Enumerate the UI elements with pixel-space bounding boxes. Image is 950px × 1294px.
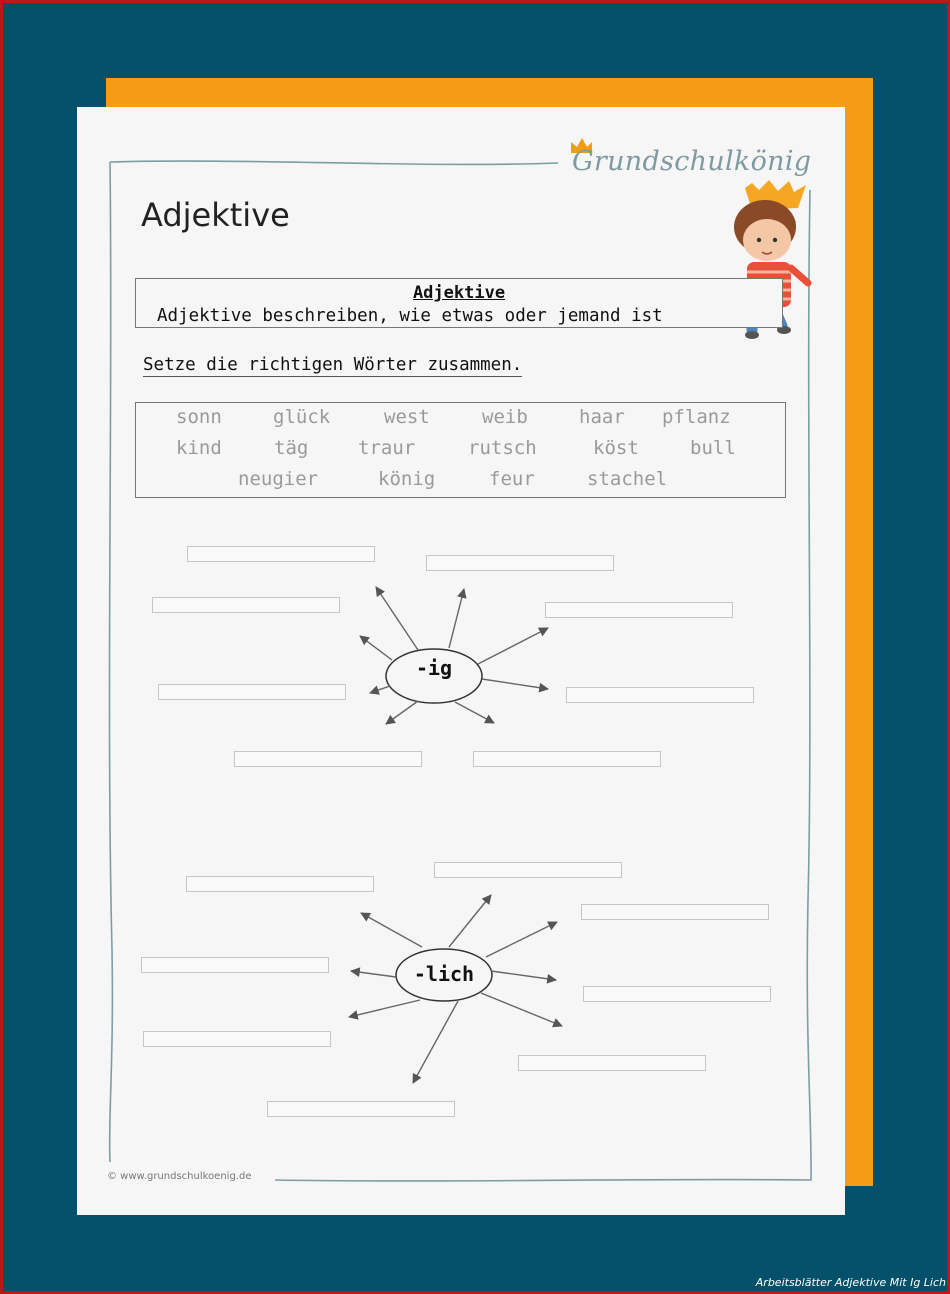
answer-blank[interactable] [186,876,374,892]
definition-heading: Adjektive [412,283,506,303]
definition-box [135,278,783,328]
word-item: haar [579,406,625,428]
answer-blank[interactable] [141,957,329,973]
definition-text: Adjektive beschreiben, wie etwas oder jemand ist [157,306,663,326]
word-item: neugier [238,468,319,490]
grundschulkoenig-logo: Grundschulkönig [572,146,812,177]
word-item: weib [482,406,528,428]
answer-blank[interactable] [143,1031,331,1047]
word-item: rutsch [468,437,537,459]
word-item: stachel [587,468,668,490]
instruction-text: Setze die richtigen Wörter zusammen. [143,355,523,375]
answer-blank[interactable] [566,687,754,703]
image-caption: Arbeitsblätter Adjektive Mit Ig Lich [755,1276,946,1289]
word-item: pflanz [662,406,731,428]
answer-blank[interactable] [234,751,422,767]
footer-copyright: © www.grundschulkoenig.de [107,1171,252,1182]
word-item: sonn [176,406,222,428]
word-item: west [384,406,430,428]
answer-blank[interactable] [518,1055,706,1071]
word-item: köst [593,437,639,459]
page-title: Adjektive [141,196,290,234]
answer-blank[interactable] [187,546,375,562]
answer-blank[interactable] [583,986,771,1002]
answer-blank[interactable] [267,1101,455,1117]
answer-blank[interactable] [434,862,622,878]
word-item: bull [690,437,736,459]
answer-blank[interactable] [545,602,733,618]
word-item: glück [273,406,331,428]
word-item: feur [489,468,535,490]
answer-blank[interactable] [152,597,340,613]
ig-suffix-label: -ig [415,656,453,680]
word-item: kind [176,437,222,459]
word-item: könig [378,468,436,490]
answer-blank[interactable] [158,684,346,700]
word-bank [135,402,786,498]
lich-suffix-label: -lich [413,962,475,986]
answer-blank[interactable] [473,751,661,767]
word-item: traur [358,437,416,459]
word-item: täg [274,437,309,459]
answer-blank[interactable] [581,904,769,920]
answer-blank[interactable] [426,555,614,571]
